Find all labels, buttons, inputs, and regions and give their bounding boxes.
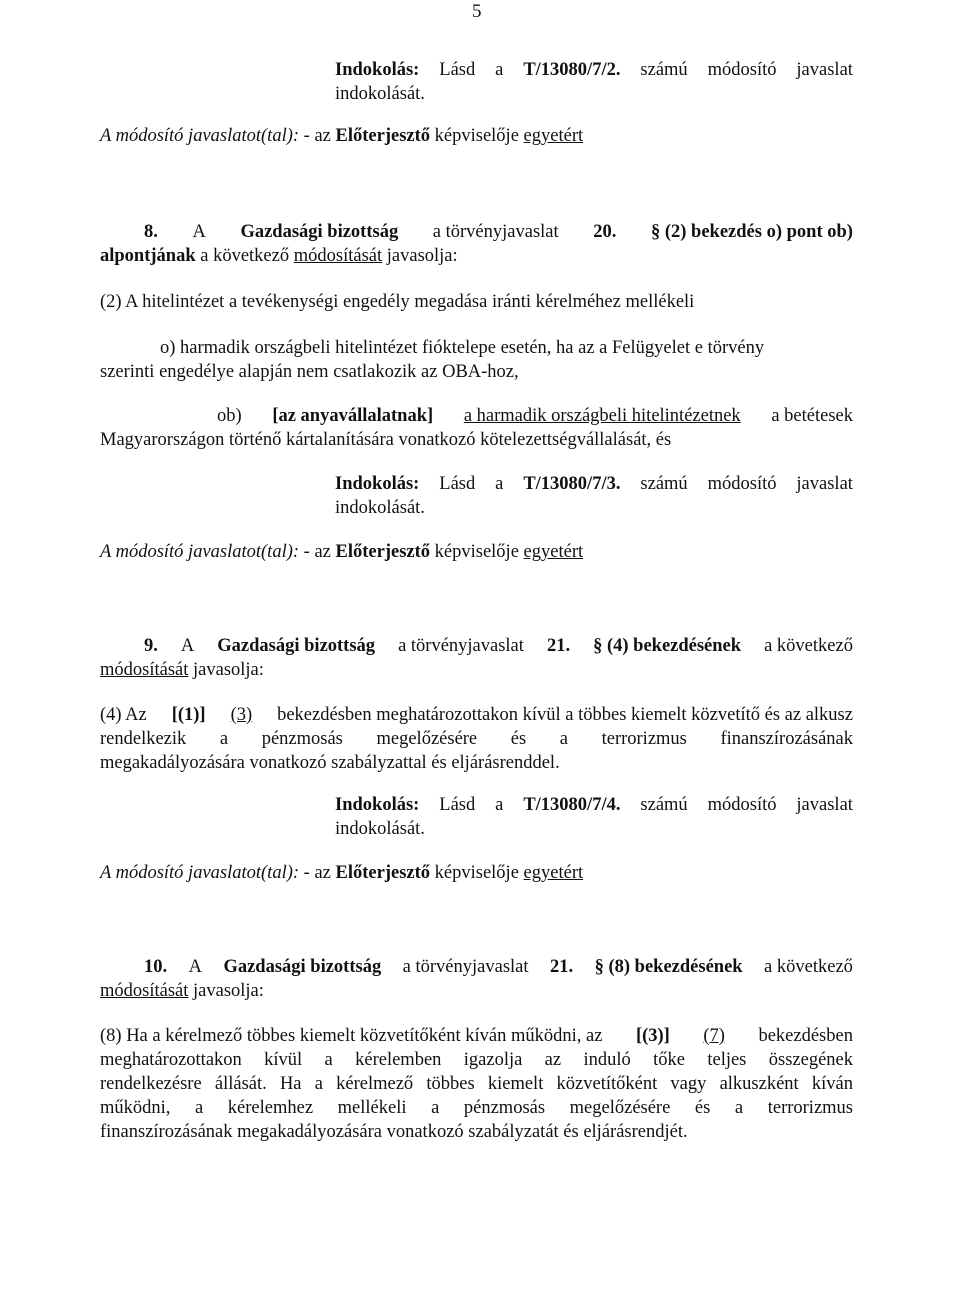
item-9-heading <box>100 634 853 658</box>
justification-line <box>335 58 853 82</box>
heading-text: a törvényjavaslat <box>402 957 529 977</box>
modification-word: módosítását <box>100 660 189 680</box>
subpoint-ref: alpontjának <box>100 246 196 266</box>
approval-text: képviselője <box>434 863 519 883</box>
paragraph-text: rendelkezik a pénzmosás megelőzésére és a terrorizmus finanszírozásának <box>100 729 853 749</box>
item-9 <box>100 634 853 682</box>
justification-word: módosító <box>707 795 777 815</box>
justification-word: a <box>495 474 504 494</box>
justification-1 <box>335 58 853 106</box>
item-number: 9. <box>144 636 158 656</box>
page-number: 5 <box>472 1 482 22</box>
paragraph-text: (8) Ha a kérelmező többes kiemelt közvetítőként kíván működni, az <box>100 1026 603 1046</box>
reference-number: T/13080/7/4. <box>523 795 621 815</box>
justification-word: javaslat <box>796 474 853 494</box>
justification-word: számú <box>640 60 688 80</box>
paragraph-line <box>100 336 853 360</box>
justification-word: Lásd <box>439 60 476 80</box>
paragraph-text: megakadályozására vonatkozó szabályzattal és eljárásrenddel. <box>100 753 560 773</box>
heading-text: a következő <box>764 636 853 656</box>
paragraph-ref: § (2) bekezdés o) pont ob) <box>650 222 853 242</box>
item-8-paragraph-2 <box>100 336 853 384</box>
heading-word: A <box>180 636 195 656</box>
paragraph-text: Magyarországon történő kártalanítására vonatkozó kötelezettségvállalását, és <box>100 430 672 450</box>
justification-label: Indokolás: <box>335 795 420 815</box>
approval-text: képviselője <box>434 126 519 146</box>
paragraph-text: bekezdésben <box>758 1026 853 1046</box>
deleted-text: [az anyavállalatnak] <box>272 406 434 426</box>
approval-text: - az <box>303 126 331 146</box>
approval-label: A módosító javaslatot(tal): <box>100 126 300 146</box>
paragraph-text: (4) Az <box>100 705 147 725</box>
justification-word: Lásd <box>439 474 476 494</box>
paragraph-ref: § (8) bekezdésének <box>594 957 743 977</box>
inserted-text: (7) <box>703 1026 725 1046</box>
justification-word: számú <box>640 795 688 815</box>
item-number: 8. <box>144 222 158 242</box>
heading-text: a törvényjavaslat <box>398 636 524 656</box>
committee-name: Gazdasági bizottság <box>217 636 376 656</box>
justification-line-2: indokolását. <box>335 84 425 104</box>
item-9-heading-line-2 <box>100 658 853 682</box>
item-9-paragraph <box>100 703 853 775</box>
justification-line <box>335 793 853 817</box>
heading-word: A <box>192 222 206 242</box>
proposer: Előterjesztő <box>335 126 431 146</box>
paragraph-line <box>100 404 853 428</box>
proposer: Előterjesztő <box>335 863 431 883</box>
paragraph-text: o) harmadik országbeli hitelintézet fióktelepe esetén, ha az a Felügyelet e törvény <box>160 338 765 358</box>
heading-text: javasolja: <box>193 660 264 680</box>
approval-text: képviselője <box>434 542 519 562</box>
paragraph-text: finanszírozásának megakadályozására vonatkozó szabályzatát és eljárásrendjét. <box>100 1122 688 1142</box>
item-8 <box>100 220 853 268</box>
deleted-text: [(3)] <box>635 1026 670 1046</box>
approval-label: A módosító javaslatot(tal): <box>100 542 300 562</box>
paragraph-text: bekezdésben meghatározottakon kívül a többes kiemelt közvetítő és az alkusz <box>277 705 853 725</box>
approval-agree: egyetért <box>523 126 584 146</box>
item-8-heading-line-2 <box>100 244 853 268</box>
section-number: 21. <box>550 957 574 977</box>
item-8-paragraph-3 <box>100 404 853 452</box>
heading-text: a következő <box>200 246 290 266</box>
paragraph-ref: § (4) bekezdésének <box>593 636 742 656</box>
paragraph-line <box>100 1024 853 1048</box>
justification-line-2: indokolását. <box>335 498 425 518</box>
approval-line-1 <box>100 124 853 148</box>
modification-word: módosítását <box>100 981 189 1001</box>
heading-text: a következő <box>764 957 853 977</box>
deleted-text: [(1)] <box>171 705 206 725</box>
justification-word: módosító <box>707 474 777 494</box>
section-number: 21. <box>546 636 571 656</box>
justification-word: javaslat <box>796 795 853 815</box>
item-10-heading-line-2 <box>100 979 853 1003</box>
item-10-heading <box>100 955 853 979</box>
paragraph-text: ob) <box>217 406 242 426</box>
justification-3 <box>335 793 853 841</box>
item-10 <box>100 955 853 1003</box>
justification-word: Lásd <box>439 795 476 815</box>
committee-name: Gazdasági bizottság <box>240 222 399 242</box>
heading-text: javasolja: <box>193 981 264 1001</box>
justification-2 <box>335 472 853 520</box>
justification-word: számú <box>640 474 688 494</box>
approval-line-3 <box>100 861 853 885</box>
heading-text: a törvényjavaslat <box>432 222 559 242</box>
modification-word: módosítását <box>293 246 383 266</box>
item-number: 10. <box>144 957 168 977</box>
justification-label: Indokolás: <box>335 474 420 494</box>
justification-word: javaslat <box>796 60 853 80</box>
approval-text: - az <box>303 863 331 883</box>
paragraph-text: rendelkezésre állását. Ha a kérelmező többes kiemelt közvetítőként vagy alkuszként kíván <box>100 1074 853 1094</box>
justification-line-2: indokolását. <box>335 819 425 839</box>
inserted-text: (3) <box>230 705 253 725</box>
paragraph-text: a betétesek <box>771 406 853 426</box>
item-10-paragraph <box>100 1024 853 1144</box>
heading-text: javasolja: <box>386 246 458 266</box>
approval-line-2 <box>100 540 853 564</box>
approval-agree: egyetért <box>523 863 584 883</box>
section-number: 20. <box>593 222 617 242</box>
inserted-text: a harmadik országbeli hitelintézetnek <box>463 406 741 426</box>
approval-label: A módosító javaslatot(tal): <box>100 863 300 883</box>
item-8-heading <box>100 220 853 244</box>
heading-word: A <box>188 957 202 977</box>
proposer: Előterjesztő <box>335 542 431 562</box>
justification-line <box>335 472 853 496</box>
paragraph-text: működni, a kérelemhez mellékeli a pénzmosás megelőzésére és a terrorizmus <box>100 1098 853 1118</box>
reference-number: T/13080/7/3. <box>523 474 621 494</box>
justification-label: Indokolás: <box>335 60 420 80</box>
item-8-paragraph-1: (2) A hitelintézet a tevékenységi engedély megadása iránti kérelméhez mellékeli <box>100 292 695 312</box>
paragraph-line <box>100 703 853 727</box>
justification-word: a <box>495 60 504 80</box>
justification-word: a <box>495 795 504 815</box>
committee-name: Gazdasági bizottság <box>223 957 382 977</box>
paragraph-text: meghatározottakon kívül a kérelemben igazolja az induló tőke teljes összegének <box>100 1050 853 1070</box>
paragraph-text: szerinti engedélye alapján nem csatlakozik az OBA-hoz, <box>100 362 519 382</box>
justification-word: módosító <box>707 60 777 80</box>
reference-number: T/13080/7/2. <box>523 60 621 80</box>
approval-agree: egyetért <box>523 542 584 562</box>
approval-text: - az <box>303 542 331 562</box>
